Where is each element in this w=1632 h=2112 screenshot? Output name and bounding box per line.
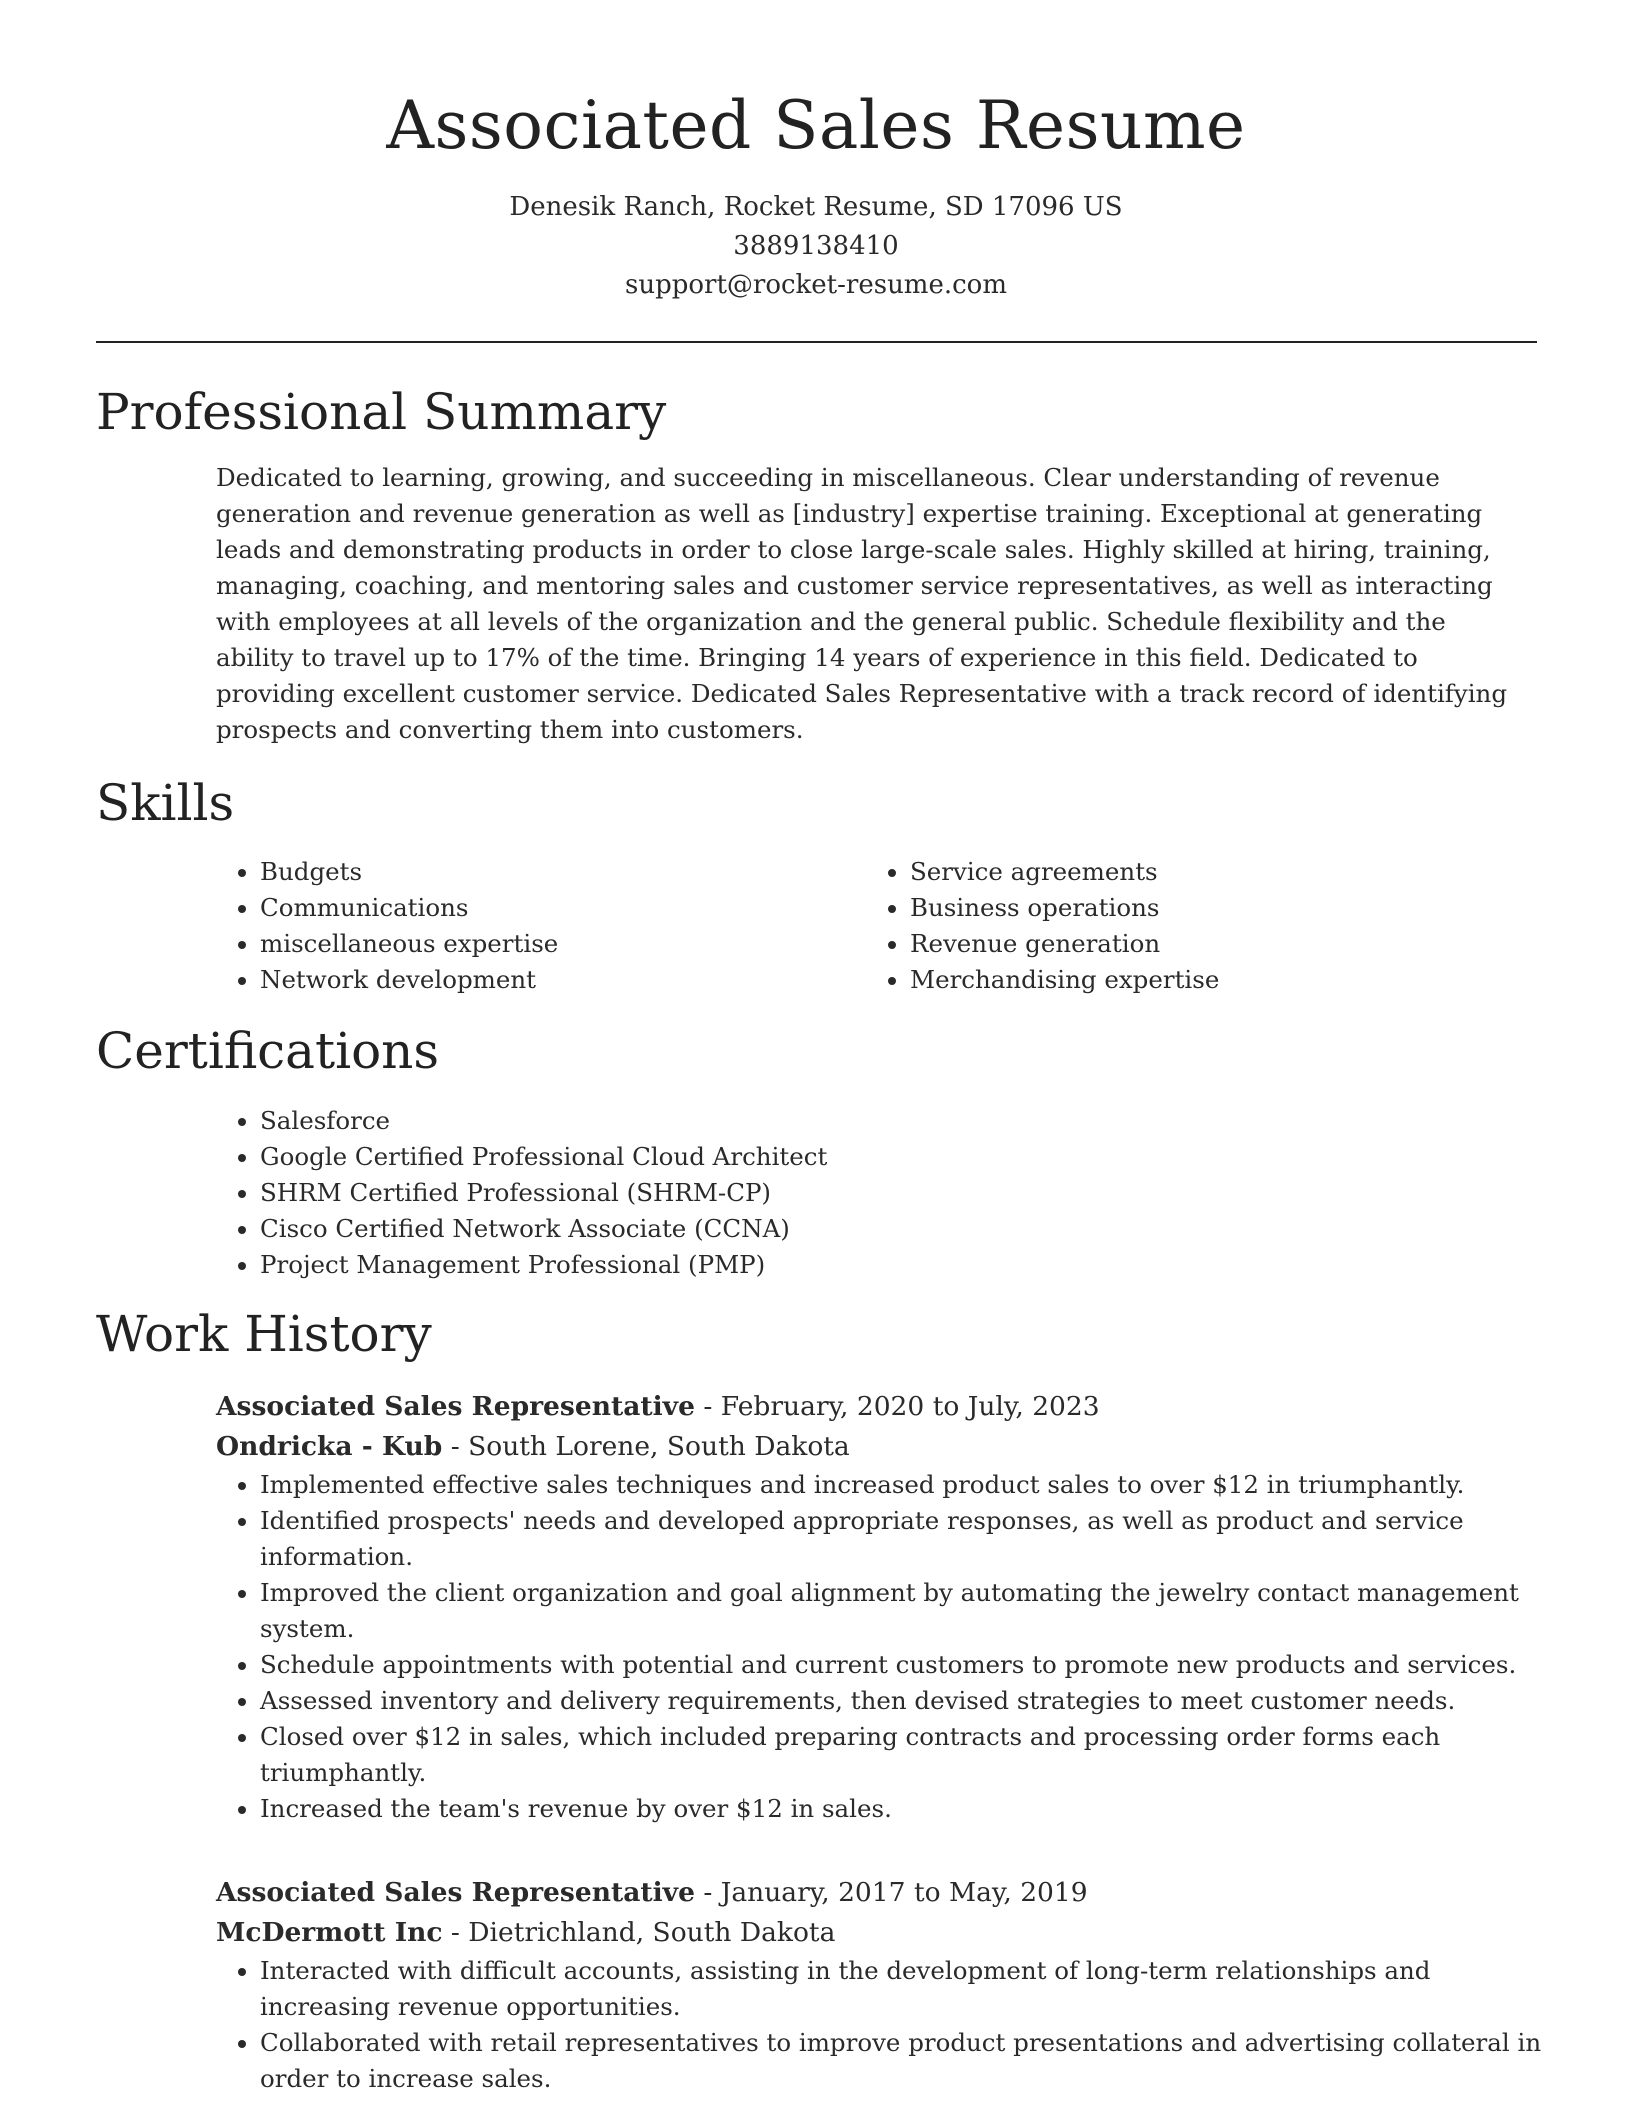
job-bullet: • Increased the team's revenue by over $12 in sales.: [260, 1791, 1546, 1827]
skill-item: • Revenue generation: [910, 926, 1486, 962]
job-bullet: • Schedule appointments with potential and current customers to promote new products and services.: [260, 1647, 1546, 1683]
job-title: Associated Sales Representative: [216, 1391, 695, 1422]
contact-address: Denesik Ranch, Rocket Resume, SD 17096 US: [509, 192, 1123, 222]
certification-item: • Google Certified Professional Cloud Architect: [260, 1139, 1516, 1175]
job-company: Ondricka - Kub: [216, 1431, 443, 1462]
skills-list-left: [216, 854, 836, 998]
job-bullet: • Identified prospects' needs and developed appropriate responses, as well as product and service information.: [260, 1503, 1546, 1575]
skill-item: • Budgets: [260, 854, 836, 890]
skill-item: • Merchandising expertise: [910, 962, 1486, 998]
skill-item: • miscellaneous expertise: [260, 926, 836, 962]
skill-item: • Business operations: [910, 890, 1486, 926]
certifications-list: [216, 1103, 1516, 1283]
job-entry: [216, 1387, 1546, 1827]
skill-item: • Service agreements: [910, 854, 1486, 890]
skill-item: • Communications: [260, 890, 836, 926]
resume-title: Associated Sales Resume: [386, 87, 1246, 164]
skills-list-right: [866, 854, 1486, 998]
job-bullet-list: [216, 1953, 1546, 2097]
contact-phone: 3889138410: [733, 231, 899, 261]
job-bullet: • Improved the client organization and goal alignment by automating the jewelry contact management system.: [260, 1575, 1546, 1647]
job-bullet: • Assessed inventory and delivery requirements, then devised strategies to meet customer needs.: [260, 1683, 1546, 1719]
job-company: McDermott Inc: [216, 1917, 443, 1948]
job-title: Associated Sales Representative: [216, 1877, 695, 1908]
job-bullet: • Closed over $12 in sales, which included preparing contracts and processing order forms each triumphantly.: [260, 1719, 1546, 1791]
header-divider: [96, 341, 1537, 343]
job-bullet: • Collaborated with retail representatives to improve product presentations and advertising collateral in order to increase sales.: [260, 2025, 1546, 2097]
certification-item: • SHRM Certified Professional (SHRM-CP): [260, 1175, 1516, 1211]
skill-item: • Network development: [260, 962, 836, 998]
job-bullet-list: [216, 1467, 1546, 1827]
job-dates: - February, 2020 to July, 2023: [694, 1391, 1100, 1422]
summary-heading: Professional Summary: [96, 383, 667, 441]
resume-header: [0, 0, 1632, 305]
skills-heading: Skills: [96, 774, 235, 832]
work-history-heading: Work History: [96, 1305, 432, 1363]
certification-item: • Project Management Professional (PMP): [260, 1247, 1516, 1283]
job-bullet: • Interacted with difficult accounts, assisting in the development of long-term relationships and increasing revenue opportunities.: [260, 1953, 1546, 2025]
job-company-line: [216, 1427, 1546, 1467]
job-company-line: [216, 1913, 1546, 1953]
job-location: - Dietrichland, South Dakota: [442, 1917, 836, 1948]
certification-item: • Cisco Certified Network Associate (CCNA): [260, 1211, 1516, 1247]
job-dates: - January, 2017 to May, 2019: [694, 1877, 1088, 1908]
job-bullet: • Implemented effective sales techniques and increased product sales to over $12 in triumphantly.: [260, 1467, 1546, 1503]
summary-text: Dedicated to learning, growing, and succeeding in miscellaneous. Clear understanding of revenue generation and revenue generation as well as [industry] expertise training. Exceptional at generating leads and demonstrating products in order to close large-scale sales. Highly skilled at hiring, training, managing, coaching, and mentoring sales and customer service representatives, as well as interacting with employees at all levels of the organization and the general public. Schedule flexibility and the ability to travel up to 17% of the time. Bringing 14 years of experience in this field. Dedicated to providing excellent customer service. Dedicated Sales Representative with a track record of identifying prospects and converting them into customers.: [216, 463, 1507, 744]
job-title-line: [216, 1873, 1546, 1913]
job-title-line: [216, 1387, 1546, 1427]
job-location: - South Lorene, South Dakota: [442, 1431, 850, 1462]
job-entry: [216, 1873, 1546, 2097]
certifications-heading: Certifications: [96, 1022, 440, 1080]
contact-email: support@rocket-resume.com: [624, 270, 1007, 300]
certification-item: • Salesforce: [260, 1103, 1516, 1139]
